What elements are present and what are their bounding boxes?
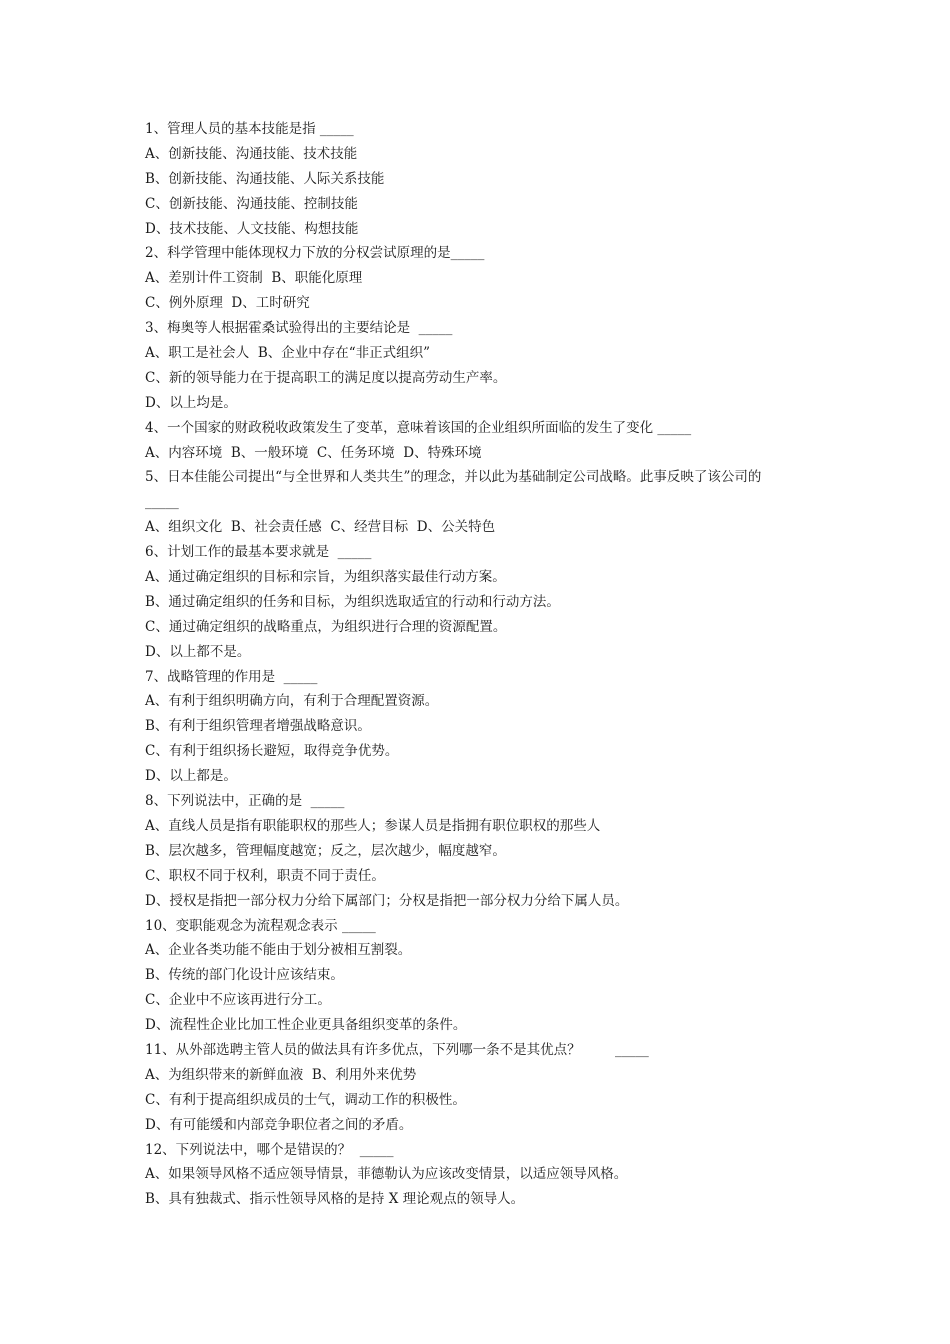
question-3-option-c: C、新的领导能力在于提高职工的满足度以提高劳动生产率。	[145, 369, 507, 386]
question-1-stem: 1、管理人员的基本技能是指 _____	[145, 121, 354, 137]
question-5-stem-blank: _____	[145, 494, 179, 511]
question-10-option-b: B、传统的部门化设计应该结束。	[145, 967, 344, 984]
question-4-stem: 4、一个国家的财政税收政策发生了变革，意味着该国的企业组织所面临的发生了变化 _____	[145, 419, 692, 436]
question-12-stem: 12、下列说法中，哪个是错误的？ _____	[145, 1141, 394, 1158]
question-2-options-cd: C、例外原理 D、工时研究	[145, 295, 310, 312]
question-1-option-c: C、创新技能、沟通技能、控制技能	[145, 195, 358, 212]
question-3-stem: 3、梅奥等人根据霍桑试验得出的主要结论是 _____	[145, 320, 453, 337]
question-11-options-ab: A、为组织带来的新鲜血液 B、利用外来优势	[145, 1066, 417, 1083]
question-10-stem: 10、变职能观念为流程观念表示 _____	[145, 917, 376, 934]
question-7-option-c: C、有利于组织扬长避短，取得竞争优势。	[145, 743, 399, 760]
question-8-option-c: C、职权不同于权利，职责不同于责任。	[145, 867, 385, 884]
question-3-options-ab: A、职工是社会人 B、企业中存在“非正式组织”	[145, 345, 431, 362]
question-6-option-b: B、通过确定组织的任务和目标，为组织选取适宜的行动和行动方法。	[145, 593, 560, 610]
question-1-option-d: D、技术技能、人文技能、构想技能	[145, 220, 359, 237]
question-2-options-ab: A、差别计件工资制 B、职能化原理	[145, 270, 363, 287]
question-12-option-a: A、如果领导风格不适应领导情景，菲德勒认为应该改变情景，以适应领导风格。	[145, 1166, 628, 1183]
question-7-option-b: B、有利于组织管理者增强战略意识。	[145, 718, 371, 735]
question-10-option-c: C、企业中不应该再进行分工。	[145, 992, 331, 1009]
question-6-option-d: D、以上都不是。	[145, 643, 251, 660]
question-1-option-b: B、创新技能、沟通技能、人际关系技能	[145, 170, 385, 187]
question-12-option-b: B、具有独裁式、指示性领导风格的是持 X 理论观点的领导人。	[145, 1191, 525, 1208]
question-7-stem: 7、战略管理的作用是 _____	[145, 668, 318, 685]
question-1-option-a: A、创新技能、沟通技能、技术技能	[145, 145, 358, 162]
question-11-option-c: C、有利于提高组织成员的士气，调动工作的积极性。	[145, 1091, 466, 1108]
question-5-options: A、组织文化 B、社会责任感 C、经营目标 D、公关特色	[145, 519, 496, 536]
question-10-option-d: D、流程性企业比加工性企业更具备组织变革的条件。	[145, 1017, 467, 1034]
question-10-option-a: A、企业各类功能不能由于划分被相互割裂。	[145, 942, 412, 959]
question-2-stem: 2、科学管理中能体现权力下放的分权尝试原理的是_____	[145, 245, 485, 262]
question-7-option-a: A、有利于组织明确方向，有利于合理配置资源。	[145, 693, 439, 710]
question-5-stem: 5、日本佳能公司提出“与全世界和人类共生”的理念，并以此为基础制定公司战略。此事反映了该公司的	[145, 469, 762, 486]
question-list	[145, 117, 815, 1212]
question-6-option-a: A、通过确定组织的目标和宗旨，为组织落实最佳行动方案。	[145, 569, 506, 586]
question-3-option-d: D、以上均是。	[145, 394, 237, 411]
question-8-stem: 8、下列说法中，正确的是 _____	[145, 793, 345, 810]
question-8-option-d: D、授权是指把一部分权力分给下属部门；分权是指把一部分权力分给下属人员。	[145, 892, 629, 909]
question-11-stem: 11、从外部选聘主管人员的做法具有许多优点，下列哪一条不是其优点？ _____	[145, 1041, 649, 1058]
question-8-option-b: B、层次越多，管理幅度越宽；反之，层次越少，幅度越窄。	[145, 842, 506, 859]
question-7-option-d: D、以上都是。	[145, 768, 237, 785]
question-4-options: A、内容环境 B、一般环境 C、任务环境 D、特殊环境	[145, 444, 482, 461]
question-11-option-d: D、有可能缓和内部竞争职位者之间的矛盾。	[145, 1116, 413, 1133]
question-8-option-a: A、直线人员是指有职能职权的那些人；参谋人员是指拥有职位职权的那些人	[145, 817, 601, 834]
question-6-stem: 6、计划工作的最基本要求就是 _____	[145, 544, 372, 561]
question-6-option-c: C、通过确定组织的战略重点，为组织进行合理的资源配置。	[145, 618, 507, 635]
